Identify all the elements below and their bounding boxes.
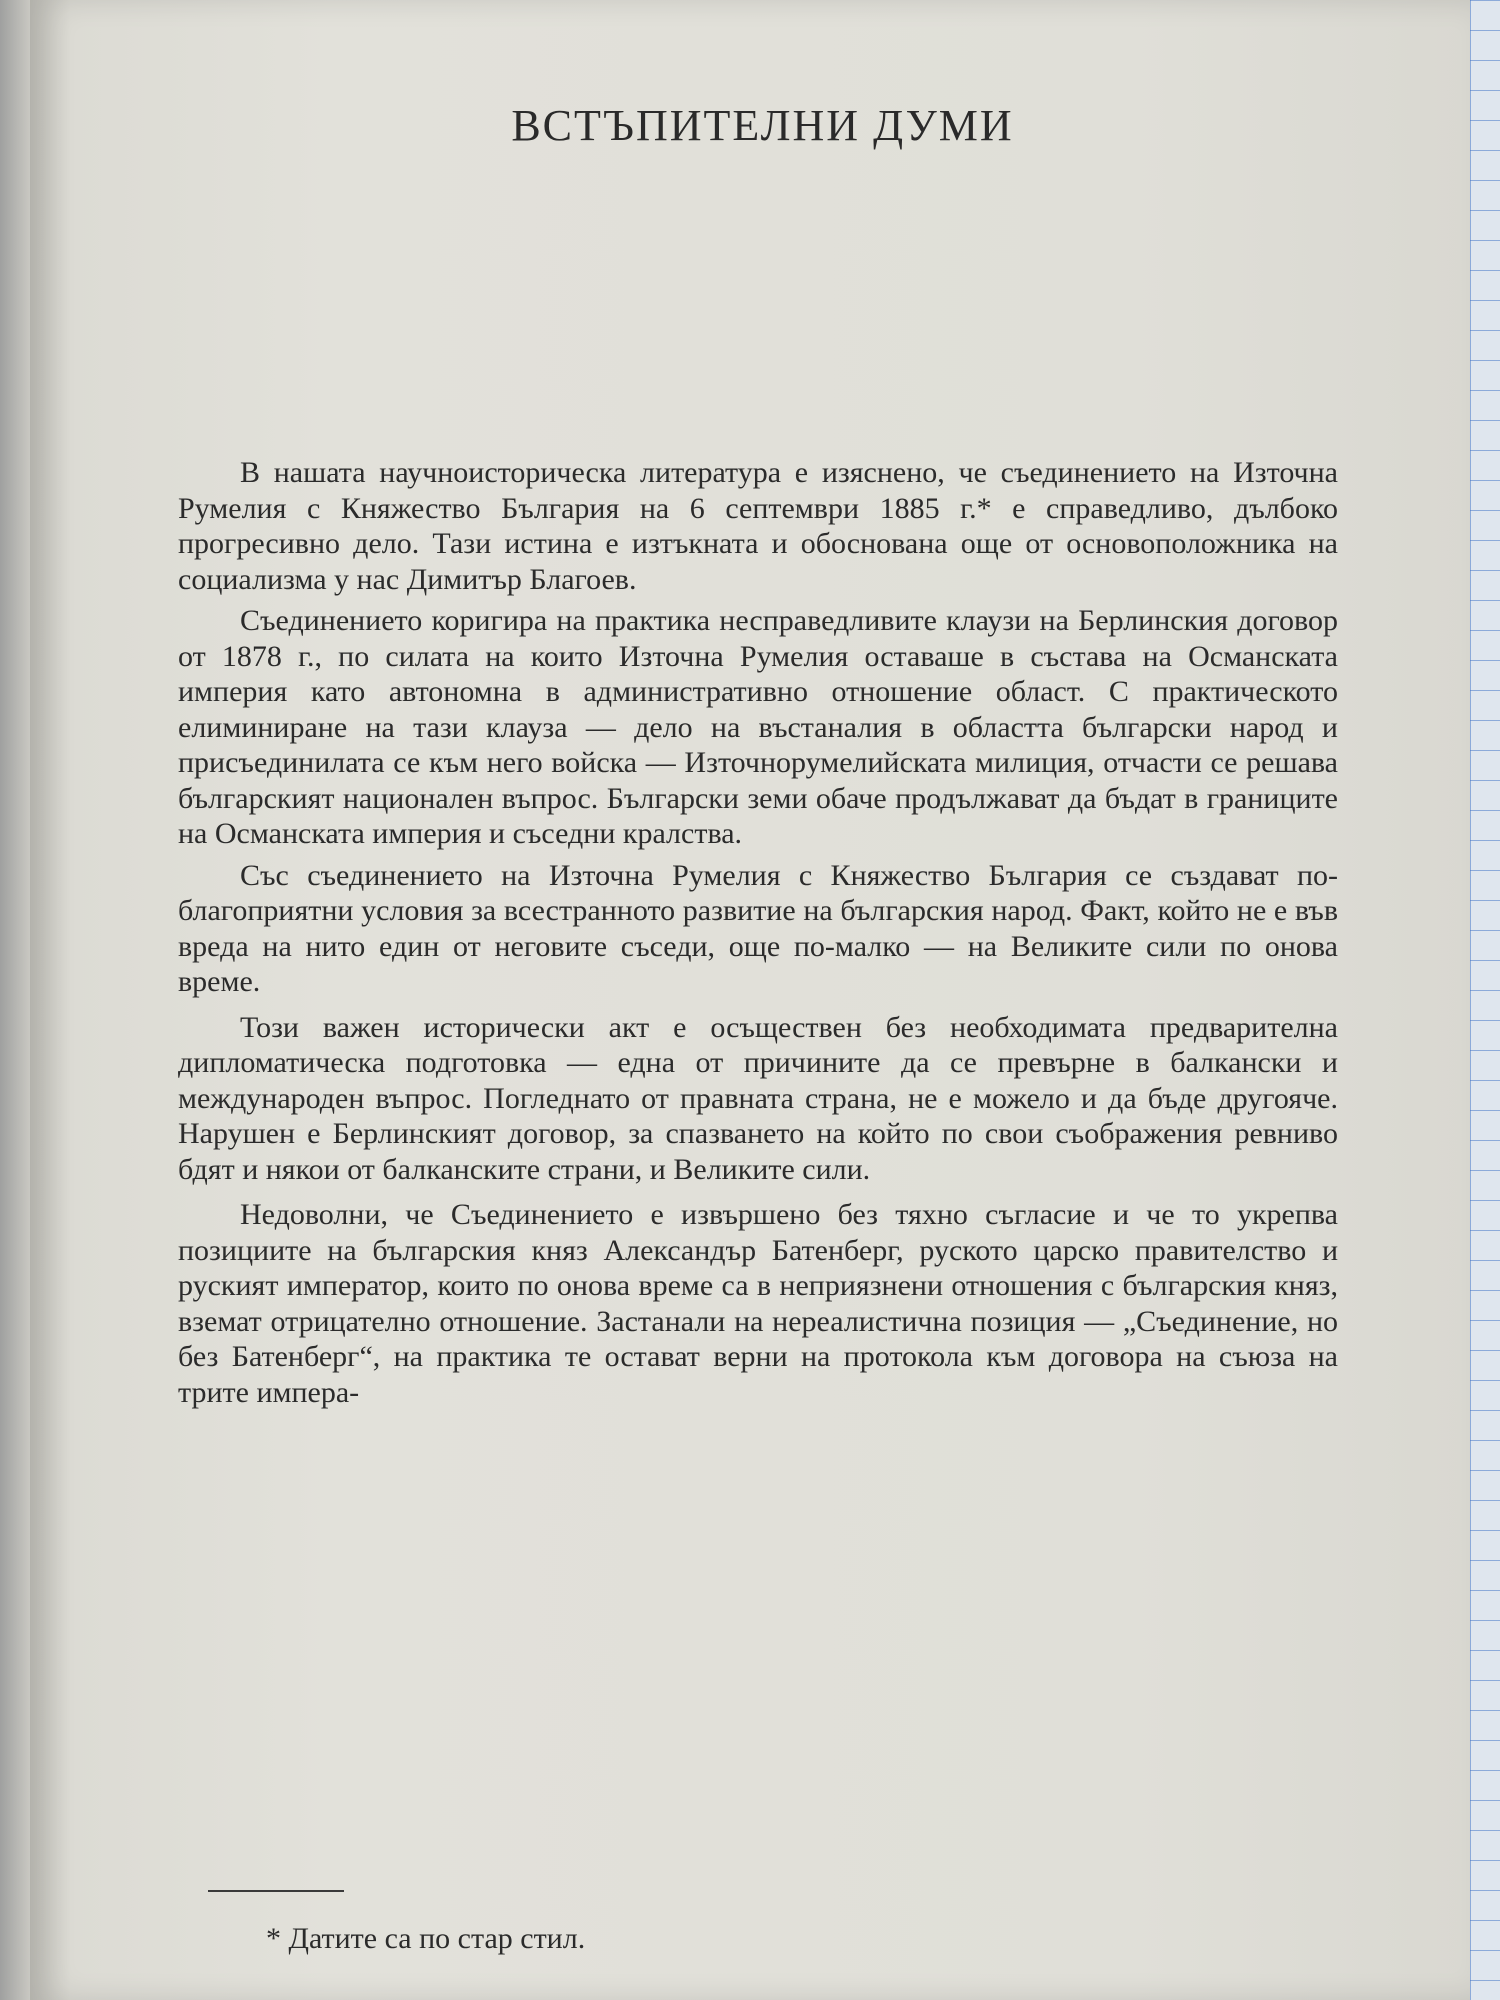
footnote-rule xyxy=(208,1890,344,1892)
facing-page-edge xyxy=(0,0,30,2000)
body-text xyxy=(178,455,1338,1416)
paragraph-1: В нашата научноисторическа литература е изяснено, че съединението на Източна Румелия с Княжество България на 6 септември 1885 г.* е справедливо, дълбоко прогресивно дело. Тази истина е изтъкната и обоснована още от основоположника на социализма у нас Димитър Благоев. xyxy=(178,456,1338,596)
paragraph-3: Със съединението на Източна Румелия с Княжество България се създават по-благоприятни условия за всестранното развитие на българския народ. Факт, който не е във вреда на нито един от неговите съседи, още по-малко — на Великите сили по онова време. xyxy=(178,858,1338,998)
paragraph-4: Този важен исторически акт е осъществен без необходимата предварителна дипломатическа подготовка — една от причините да се превърне в балкански и международен въпрос. Погледнато от правната страна, не е можело и да бъде другояче. Нарушен е Берлинският договор, за спазването на който по свои съображения ревниво бдят и някои от балканските страни, и Великите сили. xyxy=(178,1010,1338,1186)
paragraph-2: Съединението коригира на практика несправедливите клаузи на Берлинския договор от 1878 г., по силата на които Източна Румелия оставаше в състава на Османската империя като автономна в административно отношение област. С практическото елиминиране на тази клауза — дело на въстаналия в областта български народ и присъединилата се към него войска — Източнорумелийската милиция, отчасти се решава българският национален въпрос. Български земи обаче продължават да бъдат в границите на Османската империя и съседни кралства. xyxy=(178,604,1338,850)
page-title: ВСТЪПИТЕЛНИ ДУМИ xyxy=(511,101,1014,150)
paragraph-5: Недоволни, че Съединението е извършено без тяхно съгласие и че то укрепва позициите на българския княз Александър Батенберг, руското царско правителство и руският император, които по онова време са в неприязнени отношения с българския княз, вземат отрицателно отношение. Застанали на нереалистична позиция — „Съединение, но без Батенберг“, на практика те остават верни на протокола към договора на съюза на трите импера- xyxy=(178,1198,1338,1409)
book-page xyxy=(30,0,1470,2000)
footnote: * Датите са по стар стил. xyxy=(266,1922,586,1955)
